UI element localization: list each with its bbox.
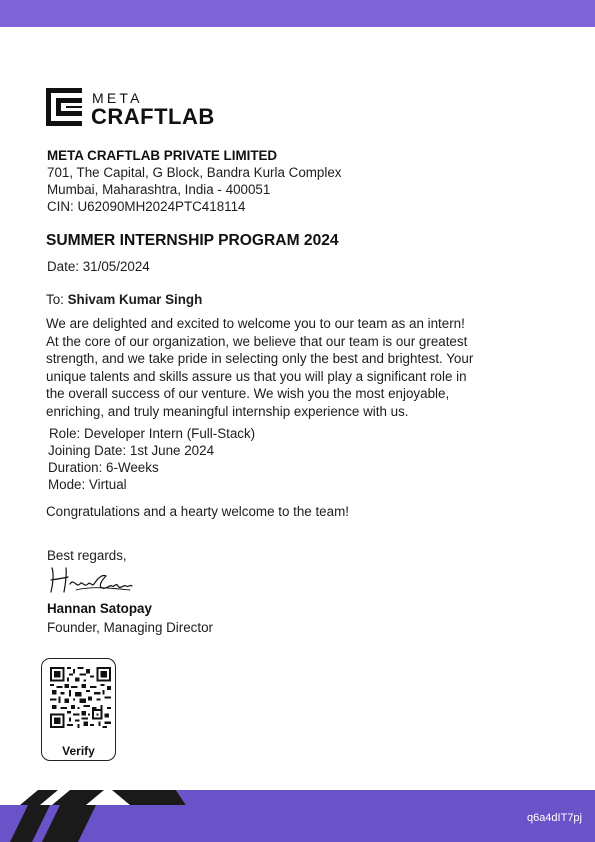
- recipient-name: Shivam Kumar Singh: [67, 292, 203, 307]
- recipient-label: To:: [46, 292, 68, 307]
- letter-body-line: unique talents and skills assure us that you will play a significant role in: [46, 368, 467, 384]
- letter-body: [46, 315, 566, 420]
- congratulations-text: Congratulations and a hearty welcome to the team!: [46, 504, 349, 519]
- company-logo: [46, 88, 226, 130]
- footer-band: [0, 790, 595, 842]
- verify-label: Verify: [62, 744, 95, 758]
- verification-code: q6a4dIT7pj: [526, 812, 582, 824]
- logo-text-craftlab: CRAFTLAB: [91, 104, 215, 129]
- company-name: META CRAFTLAB PRIVATE LIMITED: [47, 148, 278, 163]
- logo-text-meta: META: [92, 90, 143, 106]
- internship-duration: Duration: 6-Weeks: [48, 460, 159, 475]
- company-cin: CIN: U62090MH2024PTC418114: [47, 199, 246, 214]
- letter-body-line: the overall success of our venture. We wish you the most enjoyable,: [46, 386, 450, 401]
- letter-body-line: We are delighted and excited to welcome you to our team as an intern!: [46, 316, 465, 331]
- internship-role: Role: Developer Intern (Full-Stack): [49, 426, 256, 441]
- company-address-line1: 701, The Capital, G Block, Bandra Kurla Complex: [47, 165, 342, 180]
- company-address-line2: Mumbai, Maharashtra, India - 400051: [47, 182, 271, 197]
- handwritten-signature: [46, 564, 138, 596]
- recipient-line: [46, 291, 202, 308]
- signer-title: Founder, Managing Director: [47, 620, 213, 635]
- program-title: SUMMER INTERNSHIP PROGRAM 2024: [46, 232, 339, 249]
- internship-mode: Mode: Virtual: [48, 477, 127, 492]
- letter-body-line: enriching, and truly meaningful internship experience with us.: [46, 403, 409, 419]
- joining-date: Joining Date: 1st June 2024: [48, 443, 215, 458]
- top-accent-bar: [0, 0, 595, 27]
- letter-body-line: strength, and we take pride in selecting only the best and brightest. Your: [46, 351, 474, 366]
- letter-date: Date: 31/05/2024: [47, 259, 150, 274]
- qr-code-icon: [50, 667, 111, 728]
- closing-regards: Best regards,: [47, 548, 127, 563]
- verify-card[interactable]: [41, 658, 116, 761]
- letter-body-line: At the core of our organization, we believe that our team is our greatest: [46, 333, 468, 349]
- signer-name: Hannan Satopay: [47, 601, 152, 616]
- logo-mark-icon: [46, 88, 82, 126]
